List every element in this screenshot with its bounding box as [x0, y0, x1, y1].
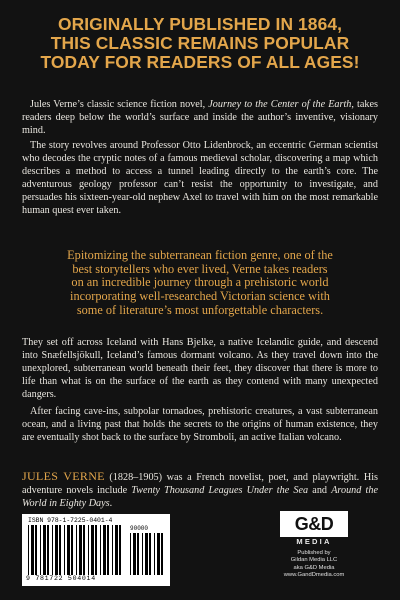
barcode-bar [133, 533, 136, 575]
barcode-bar [130, 533, 131, 575]
barcode-bar [83, 525, 85, 575]
intro-paragraph [22, 99, 378, 138]
publisher-info-line-4: www.GandDmedia.com [283, 572, 345, 579]
barcode-bar [47, 525, 49, 575]
barcode-bar [52, 525, 53, 575]
publisher-info-line-3: aka G&D Media [293, 564, 335, 571]
ean-bars [28, 525, 124, 575]
pull-quote-line-1: Epitomizing the subterranean fiction genre, one of the [67, 248, 333, 262]
barcode-bar [100, 525, 101, 575]
barcode-bar [137, 533, 139, 575]
publisher-info-line-2: Gildan Media LLC [290, 557, 338, 564]
author-name: JULES VERNE [22, 469, 105, 483]
barcode-bar [142, 533, 143, 575]
plot-paragraph-3: After facing cave-ins, subpolar tornadoes, prehistoric creatures, a vast subterranean ocean, and a living past that holds the secrets to the origins of human existence, they are eventually shot back to the surface by Stromboli, an active Italian volcano. [22, 406, 378, 443]
barcode-bar [40, 525, 41, 575]
intro-text-start: Jules Verne’s classic science fiction novel, [30, 99, 209, 110]
cover-headline [10, 15, 390, 72]
barcode-bar [43, 525, 46, 575]
barcode-bar [161, 533, 163, 575]
barcode-bar [59, 525, 61, 575]
novel-title: Journey to the Center of the Earth [208, 99, 352, 110]
barcode-bar [31, 525, 34, 575]
price-code: 90000 [130, 525, 149, 532]
barcode-bar [67, 525, 70, 575]
isbn-barcode [22, 514, 170, 586]
barcode-bar [28, 525, 29, 575]
barcode-bar [76, 525, 77, 575]
headline-line-3: TODAY FOR READERS OF ALL AGES! [40, 52, 360, 72]
pull-quote-line-5: some of literature’s most unforgettable characters. [76, 302, 324, 317]
headline-line-1: ORIGINALLY PUBLISHED IN 1864, [57, 14, 343, 34]
bio-text-2: and [308, 484, 332, 496]
barcode-bar [79, 525, 82, 575]
barcode-bar [145, 533, 148, 575]
intro-text-end: , takes readers deep below the world’s surface and inside the author’s inventive, visionary mind. [22, 99, 378, 136]
barcode-bar [55, 525, 58, 575]
barcode-bar [154, 533, 155, 575]
barcode-bar [107, 525, 109, 575]
addon-bars [130, 533, 164, 575]
publisher-logo-subtitle: MEDIA [296, 537, 332, 546]
bio-text-1: (1828–1905) was a French novelist, poet, and playwright. His adventure novels include [22, 472, 378, 496]
barcode-bar [112, 525, 113, 575]
publisher-logo: G&D [280, 511, 348, 537]
barcode-bar [91, 525, 94, 575]
bio-book-2: Around the World in Eighty Days [22, 484, 378, 509]
barcode-bar [88, 525, 89, 575]
isbn-label: ISBN 978-1-7225-0401-4 [28, 517, 113, 524]
bio-book-1: Twenty Thousand Leagues Under the Sea [131, 484, 309, 496]
publisher-info [266, 550, 362, 580]
barcode-number: 9 781722 504014 [26, 575, 96, 582]
headline-line-2: THIS CLASSIC REMAINS POPULAR [50, 33, 350, 53]
barcode-bar [71, 525, 73, 575]
barcode-bar [119, 525, 121, 575]
publisher-info-line-1: Published by [297, 550, 331, 556]
pull-quote-line-4: incorporating well-researched Victorian science with [70, 289, 330, 304]
pull-quote [20, 249, 380, 318]
author-bio [22, 470, 378, 511]
barcode-bar [95, 525, 97, 575]
barcode-bar [64, 525, 65, 575]
bio-text-3: . [109, 497, 113, 509]
barcode-bar [35, 525, 37, 575]
barcode-bar [149, 533, 151, 575]
pull-quote-line-3: on an incredible journey through a prehistoric world [71, 275, 329, 290]
barcode-bar [115, 525, 118, 575]
barcode-bar [157, 533, 160, 575]
plot-paragraph-1: The story revolves around Professor Otto Lidenbrock, an eccentric German scientist who decodes the cryptic notes of a famous medieval scholar, discovering a map which describes a method to access a tunnel leading directly to the earth’s core. The adventurous geology professor can’t resist the opportunity to investigate, and persuades his sixteen-year-old nephew Axel to travel with him on the most remarkable human quest ever taken. [22, 140, 378, 216]
pull-quote-line-2: best storytellers who ever lived, Verne takes readers [72, 261, 328, 276]
plot-paragraph-2: They set off across Iceland with Hans Bjelke, a native Icelandic guide, and descend into Snæfellsjökull, Iceland’s famous dormant volcano. As they travel down into the unexplored, subterranean world beneath their feet, they discover that there is more to life than what is on the surface of the earth as they contend with many unexpected dangers. [22, 337, 378, 400]
barcode-bar [103, 525, 106, 575]
